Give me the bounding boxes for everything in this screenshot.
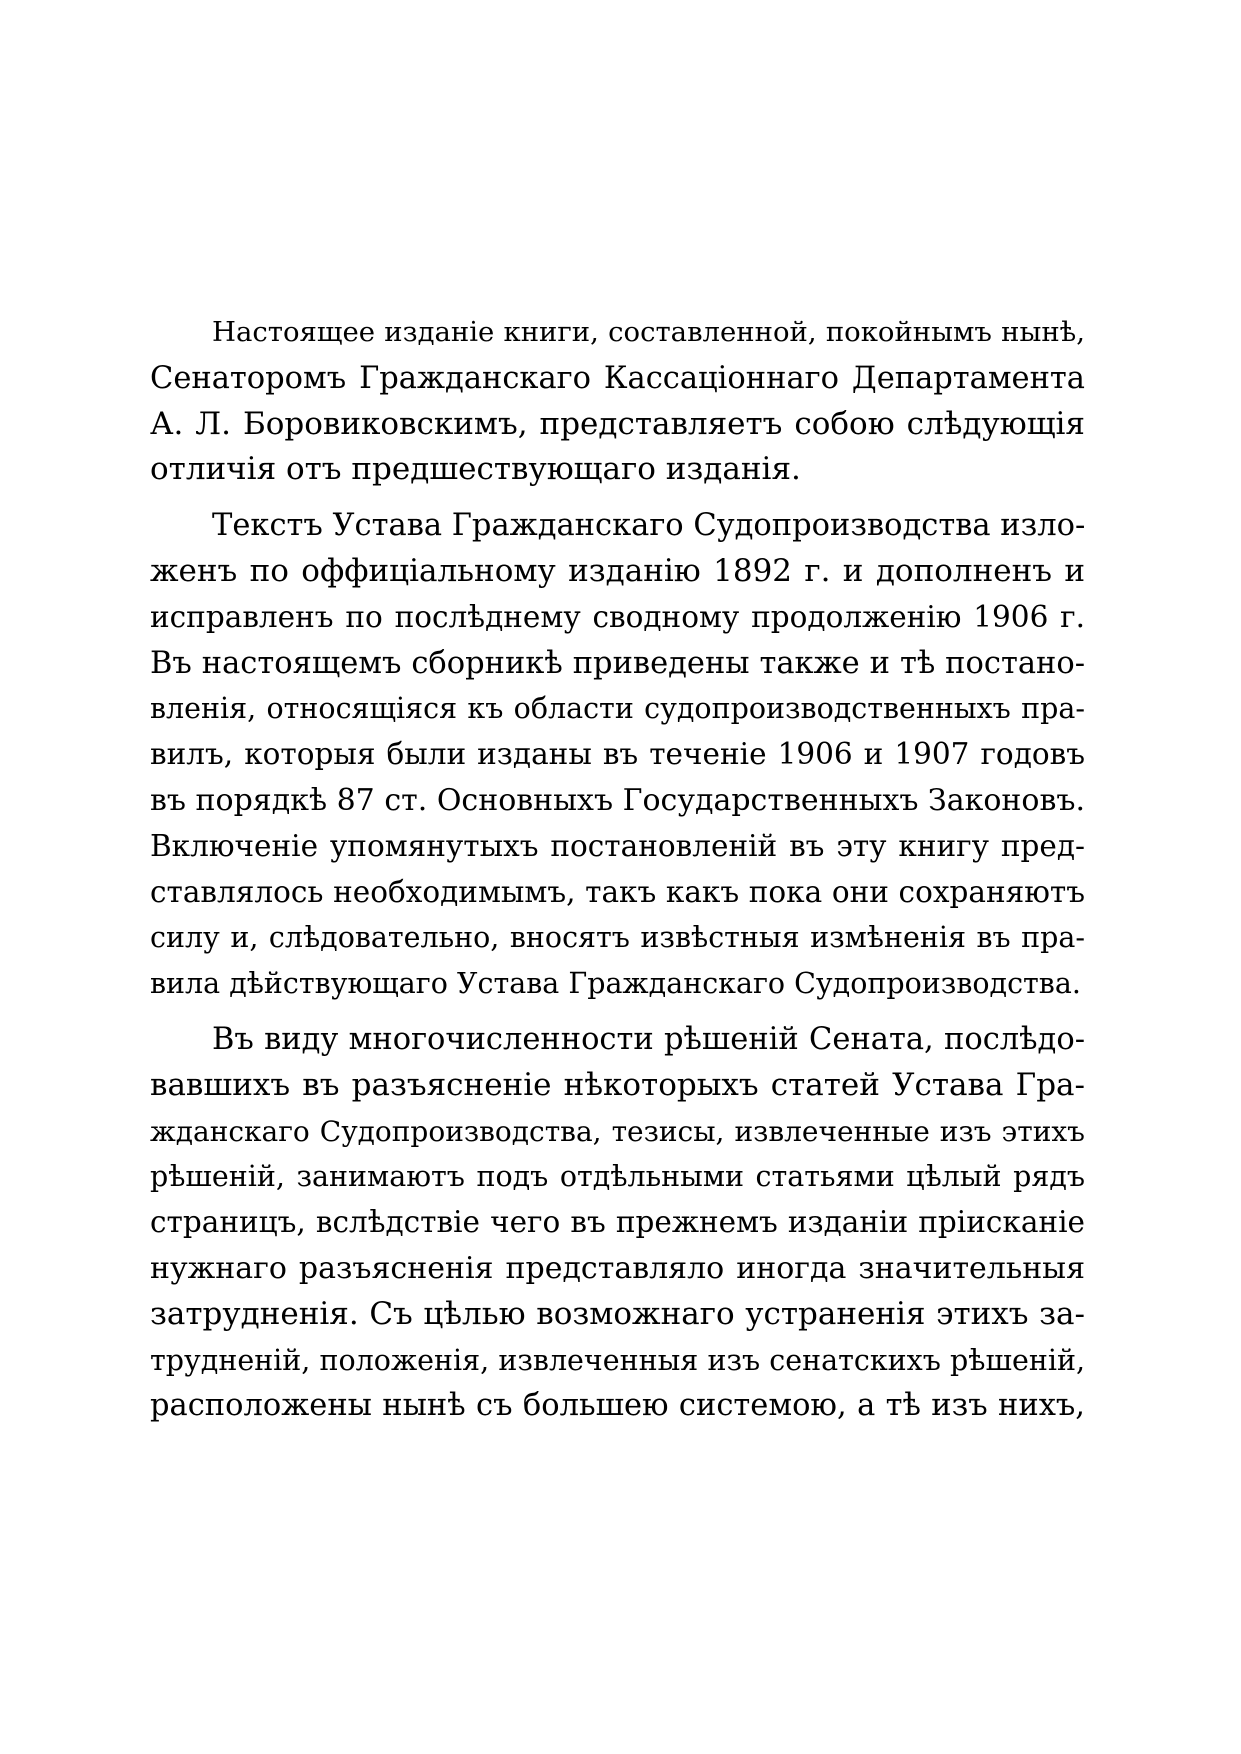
text-line: рѣшеній, занимаютъ подъ отдѣльными статьями цѣлый рядъ (150, 1160, 1085, 1194)
text-line: силу и, слѣдовательно, вносятъ извѣстныя измѣненія въ пра- (150, 921, 1085, 955)
text-line: Включеніе упомянутыхъ постановленій въ эту книгу пред- (150, 828, 1085, 863)
text-line: въ порядкѣ 87 ст. Основныхъ Государственныхъ Законовъ. (150, 782, 1085, 818)
text-line: отличія отъ предшествующаго изданія. (150, 451, 801, 488)
text-line: страницъ, вслѣдствіе чего въ прежнемъ изданіи пріисканіе (150, 1205, 1085, 1240)
text-line: Въ виду многочисленности рѣшеній Сената, послѣдо- (212, 1021, 1085, 1057)
text-line: вила дѣйствующаго Устава Гражданскаго Судопроизводства. (150, 967, 1081, 1001)
text-line: расположены нынѣ съ большею системою, а тѣ изъ нихъ, (150, 1388, 1085, 1424)
text-line: ставлялось необходимымъ, такъ какъ пока они сохраняютъ (150, 874, 1085, 909)
text-line: затрудненія. Съ цѣлью возможнаго устраненія этихъ за- (150, 1295, 1085, 1332)
text-line: вленія, относящіяся къ области судопроизводственныхъ пра- (150, 692, 1085, 726)
text-line: Настоящее изданіе книги, составленной, покойнымъ нынѣ, (212, 316, 1085, 348)
text-line: нужнаго разъясненія представляло иногда значительныя (150, 1250, 1085, 1286)
document-body (150, 310, 1085, 1439)
text-line: Сенаторомъ Гражданскаго Кассаціоннаго Департамента (150, 360, 1085, 396)
paragraph-1 (150, 310, 1085, 493)
text-line: трудненій, положенія, извлеченныя изъ сенатскихъ рѣшеній, (150, 1343, 1085, 1377)
text-line: исправленъ по послѣднему сводному продолженію 1906 г. (150, 599, 1085, 634)
text-line: Въ настоящемъ сборникѣ приведены также и тѣ постано- (150, 645, 1085, 681)
text-line: женъ по оффиціальному изданію 1892 г. и дополненъ и (150, 552, 1085, 589)
paragraph-2 (150, 503, 1085, 1007)
text-line: жданскаго Судопроизводства, тезисы, извлеченные изъ этихъ (150, 1114, 1085, 1148)
text-line: Текстъ Устава Гражданскаго Судопроизводства изло- (212, 508, 1086, 544)
text-line: вилъ, которыя были изданы въ теченіе 1906 и 1907 годовъ (150, 737, 1085, 772)
text-line: А. Л. Боровиковскимъ, представляетъ собою слѣдующія (150, 405, 1085, 442)
text-line: вавшихъ въ разъясненіе нѣкоторыхъ статей Устава Гра- (150, 1066, 1085, 1103)
paragraph-3 (150, 1017, 1085, 1429)
